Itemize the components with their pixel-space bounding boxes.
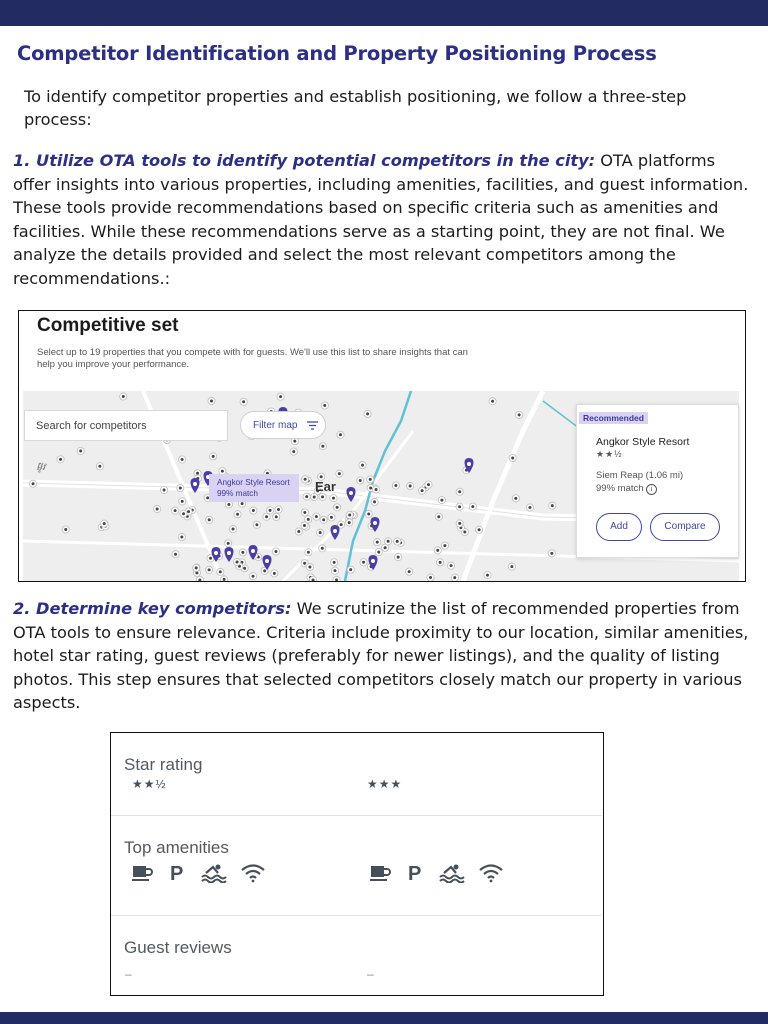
- map-marker[interactable]: [96, 463, 103, 470]
- pin-dot: [349, 491, 353, 495]
- map-marker[interactable]: [435, 513, 442, 520]
- map-marker[interactable]: [427, 574, 434, 581]
- map-marker[interactable]: [62, 526, 69, 533]
- map-marker[interactable]: [271, 570, 278, 577]
- map-marker[interactable]: [273, 513, 280, 520]
- map-popup[interactable]: [209, 474, 299, 502]
- pool-icon: [201, 863, 227, 888]
- map-marker[interactable]: [295, 528, 302, 535]
- recommended-name: Angkor Style Resort: [596, 436, 690, 448]
- map-marker[interactable]: [253, 521, 260, 528]
- map-marker[interactable]: [275, 506, 282, 513]
- map-marker[interactable]: [392, 482, 399, 489]
- map-marker[interactable]: [441, 542, 448, 549]
- map-marker[interactable]: [206, 516, 213, 523]
- map-marker[interactable]: [456, 488, 463, 495]
- pin-dot: [467, 462, 471, 466]
- map-place-label: Ear: [315, 479, 336, 494]
- map-marker[interactable]: [456, 520, 463, 527]
- map-marker[interactable]: [193, 564, 200, 571]
- star-rating-label: Star rating: [124, 755, 203, 774]
- map-marker[interactable]: [229, 525, 236, 532]
- map-marker[interactable]: [367, 476, 374, 483]
- map-marker[interactable]: [305, 549, 312, 556]
- pool-icon: [439, 863, 465, 888]
- map-marker[interactable]: [57, 456, 64, 463]
- map-marker[interactable]: [321, 402, 328, 409]
- map-marker[interactable]: [359, 462, 366, 469]
- compare-button[interactable]: Compare: [650, 513, 720, 541]
- map-marker[interactable]: [177, 484, 184, 491]
- map-marker[interactable]: [328, 514, 335, 521]
- map-marker[interactable]: [101, 520, 108, 527]
- info-icon[interactable]: i: [646, 484, 657, 495]
- map-marker[interactable]: [290, 448, 297, 455]
- wifi-icon: [240, 863, 266, 888]
- map-marker[interactable]: [331, 559, 338, 566]
- guest-reviews-left: –: [125, 967, 132, 981]
- svg-text:P: P: [170, 863, 184, 883]
- wifi-icon: [478, 863, 504, 888]
- map-marker[interactable]: [331, 567, 338, 574]
- map-marker[interactable]: [221, 576, 228, 581]
- map-marker[interactable]: [425, 481, 432, 488]
- map-marker[interactable]: [263, 513, 270, 520]
- top-banner: [0, 0, 768, 26]
- guest-reviews-label: Guest reviews: [124, 938, 232, 957]
- match-text: 99% match: [596, 483, 644, 494]
- map-marker[interactable]: [549, 502, 556, 509]
- map-marker[interactable]: [172, 507, 179, 514]
- map-marker[interactable]: [406, 568, 413, 575]
- map-marker[interactable]: [179, 498, 186, 505]
- step2-lead: 2. Determine key competitors:: [13, 599, 292, 618]
- map-marker[interactable]: [77, 447, 84, 454]
- map-marker[interactable]: [347, 566, 354, 573]
- map-marker[interactable]: [509, 454, 516, 461]
- map-marker[interactable]: [301, 476, 308, 483]
- map-marker[interactable]: [375, 548, 382, 555]
- map-marker[interactable]: [196, 576, 203, 581]
- map-marker[interactable]: [438, 496, 445, 503]
- map-marker[interactable]: [309, 576, 316, 581]
- intro-text: To identify competitor properties and establish positioning, we follow a three-step process:: [24, 87, 687, 129]
- map-marker[interactable]: [357, 477, 364, 484]
- map-marker[interactable]: [526, 504, 533, 511]
- pin-dot: [371, 559, 375, 563]
- map-marker[interactable]: [508, 563, 515, 570]
- map-marker[interactable]: [333, 576, 340, 581]
- map-marker[interactable]: [372, 486, 379, 493]
- recommended-match: [596, 483, 657, 495]
- map-marker[interactable]: [334, 504, 341, 511]
- filter-map-button[interactable]: [240, 411, 326, 439]
- comparison-screenshot: [110, 732, 604, 996]
- map-marker[interactable]: [384, 538, 391, 545]
- pin-dot: [251, 549, 255, 553]
- map-marker[interactable]: [233, 558, 240, 565]
- map-marker[interactable]: [210, 453, 217, 460]
- map-marker[interactable]: [360, 559, 367, 566]
- map-marker[interactable]: [217, 568, 224, 575]
- map-marker[interactable]: [29, 480, 36, 487]
- map-marker[interactable]: [548, 550, 555, 557]
- popup-match: 99% match: [217, 489, 258, 498]
- map-marker[interactable]: [208, 397, 215, 404]
- map-marker[interactable]: [249, 573, 256, 580]
- recommended-card: [576, 404, 739, 558]
- competitive-set-title: Competitive set: [37, 315, 179, 336]
- pin-dot: [227, 551, 231, 555]
- guest-reviews-right: –: [367, 967, 374, 981]
- map-marker[interactable]: [250, 507, 257, 514]
- map-marker[interactable]: [475, 526, 482, 533]
- map-marker[interactable]: [319, 545, 326, 552]
- popup-name: Angkor Style Resort: [217, 478, 290, 487]
- map-marker[interactable]: [319, 443, 326, 450]
- map-marker[interactable]: [160, 486, 167, 493]
- add-button[interactable]: Add: [596, 513, 642, 541]
- map-marker[interactable]: [364, 410, 371, 417]
- map-marker[interactable]: [337, 431, 344, 438]
- map-marker[interactable]: [451, 574, 458, 581]
- parking-icon: [404, 863, 426, 888]
- amenities-left: [131, 863, 279, 888]
- map-marker[interactable]: [317, 529, 324, 536]
- map-marker[interactable]: [172, 551, 179, 558]
- map-marker[interactable]: [512, 495, 519, 502]
- map-marker[interactable]: [330, 494, 337, 501]
- map-road-label: ផ្លូវ: [36, 459, 48, 473]
- recommended-stars: ★★½: [596, 449, 623, 459]
- map-marker[interactable]: [178, 533, 185, 540]
- map-marker[interactable]: [239, 549, 246, 556]
- filter-icon: [307, 421, 318, 430]
- map-marker[interactable]: [395, 553, 402, 560]
- divider: [111, 915, 602, 916]
- pin-dot: [265, 559, 269, 563]
- top-amenities-label: Top amenities: [124, 838, 229, 857]
- map-marker[interactable]: [516, 411, 523, 418]
- parking-icon: [166, 863, 188, 888]
- map-marker[interactable]: [301, 509, 308, 516]
- map-marker[interactable]: [319, 493, 326, 500]
- pin-dot: [333, 529, 337, 533]
- map-marker[interactable]: [305, 516, 312, 523]
- map-marker[interactable]: [234, 511, 241, 518]
- step1-lead: 1. Utilize OTA tools to identify potential competitors in the city:: [13, 151, 596, 170]
- map-marker[interactable]: [469, 503, 476, 510]
- pin-dot: [214, 551, 218, 555]
- svg-text:P: P: [408, 863, 422, 883]
- competitor-search-input[interactable]: Search for competitors: [24, 410, 228, 441]
- map-marker[interactable]: [434, 547, 441, 554]
- step1-body: OTA platforms offer insights into various properties, including amenities, facilities, and guest information. These tools provide recommendations based on specific criteria such as amenities and facilities. While these recommendations serve as a starting point, they are not final. We analyze the details provided and select the most relevant competitors among the recommendations.:: [13, 151, 749, 288]
- recommended-badge: Recommended: [579, 412, 648, 424]
- map-marker[interactable]: [394, 538, 401, 545]
- map-marker[interactable]: [484, 571, 491, 578]
- map-marker[interactable]: [489, 398, 496, 405]
- map-marker[interactable]: [456, 503, 463, 510]
- map-marker[interactable]: [371, 498, 378, 505]
- competitive-set-subtitle: Select up to 19 properties that you compete with for guests. We'll use this list to share insights that can help you improve your performance.: [37, 347, 468, 370]
- map-marker[interactable]: [154, 505, 161, 512]
- competitive-set-screenshot: [18, 310, 746, 582]
- page-title: Competitor Identification and Property Positioning Process: [17, 42, 657, 65]
- map-marker[interactable]: [336, 470, 343, 477]
- map-marker[interactable]: [407, 482, 414, 489]
- map-marker[interactable]: [225, 540, 232, 547]
- map-marker[interactable]: [272, 548, 279, 555]
- map-marker[interactable]: [240, 398, 247, 405]
- star-rating-left: ★★½: [132, 777, 167, 791]
- step2-body: We scrutinize the list of recommended properties from OTA tools to ensure relevance. Criteria include proximity to our location, similar amenities, hotel star rating, guest reviews (preferably for newer listings), and the quality of listing photos. This step ensures that selected competitors closely match our property in various aspects.: [13, 599, 749, 712]
- pin-dot: [193, 482, 197, 486]
- map-marker[interactable]: [180, 510, 187, 517]
- coffee-icon: [131, 863, 153, 888]
- filter-map-label: Filter map: [253, 420, 298, 431]
- bottom-banner: [0, 1012, 768, 1024]
- map-marker[interactable]: [179, 456, 186, 463]
- map-marker[interactable]: [346, 519, 353, 526]
- map-marker[interactable]: [205, 566, 212, 573]
- map-marker[interactable]: [320, 516, 327, 523]
- map-marker[interactable]: [374, 539, 381, 546]
- map-marker[interactable]: [447, 562, 454, 569]
- step1-paragraph: [13, 149, 755, 290]
- coffee-icon: [369, 863, 391, 888]
- map-marker[interactable]: [277, 393, 284, 400]
- map-marker[interactable]: [418, 487, 425, 494]
- map-marker[interactable]: [436, 559, 443, 566]
- pin-dot: [373, 521, 377, 525]
- map-marker[interactable]: [346, 511, 353, 518]
- map-marker[interactable]: [120, 393, 127, 400]
- star-rating-right: ★★★: [367, 777, 403, 791]
- step2-paragraph: [13, 597, 755, 715]
- map-marker[interactable]: [365, 510, 372, 517]
- recommended-location: Siem Reap (1.06 mi): [596, 470, 684, 481]
- map-marker[interactable]: [303, 493, 310, 500]
- amenities-right: [369, 863, 517, 888]
- map-marker[interactable]: [306, 563, 313, 570]
- divider: [111, 815, 602, 816]
- map-marker[interactable]: [313, 513, 320, 520]
